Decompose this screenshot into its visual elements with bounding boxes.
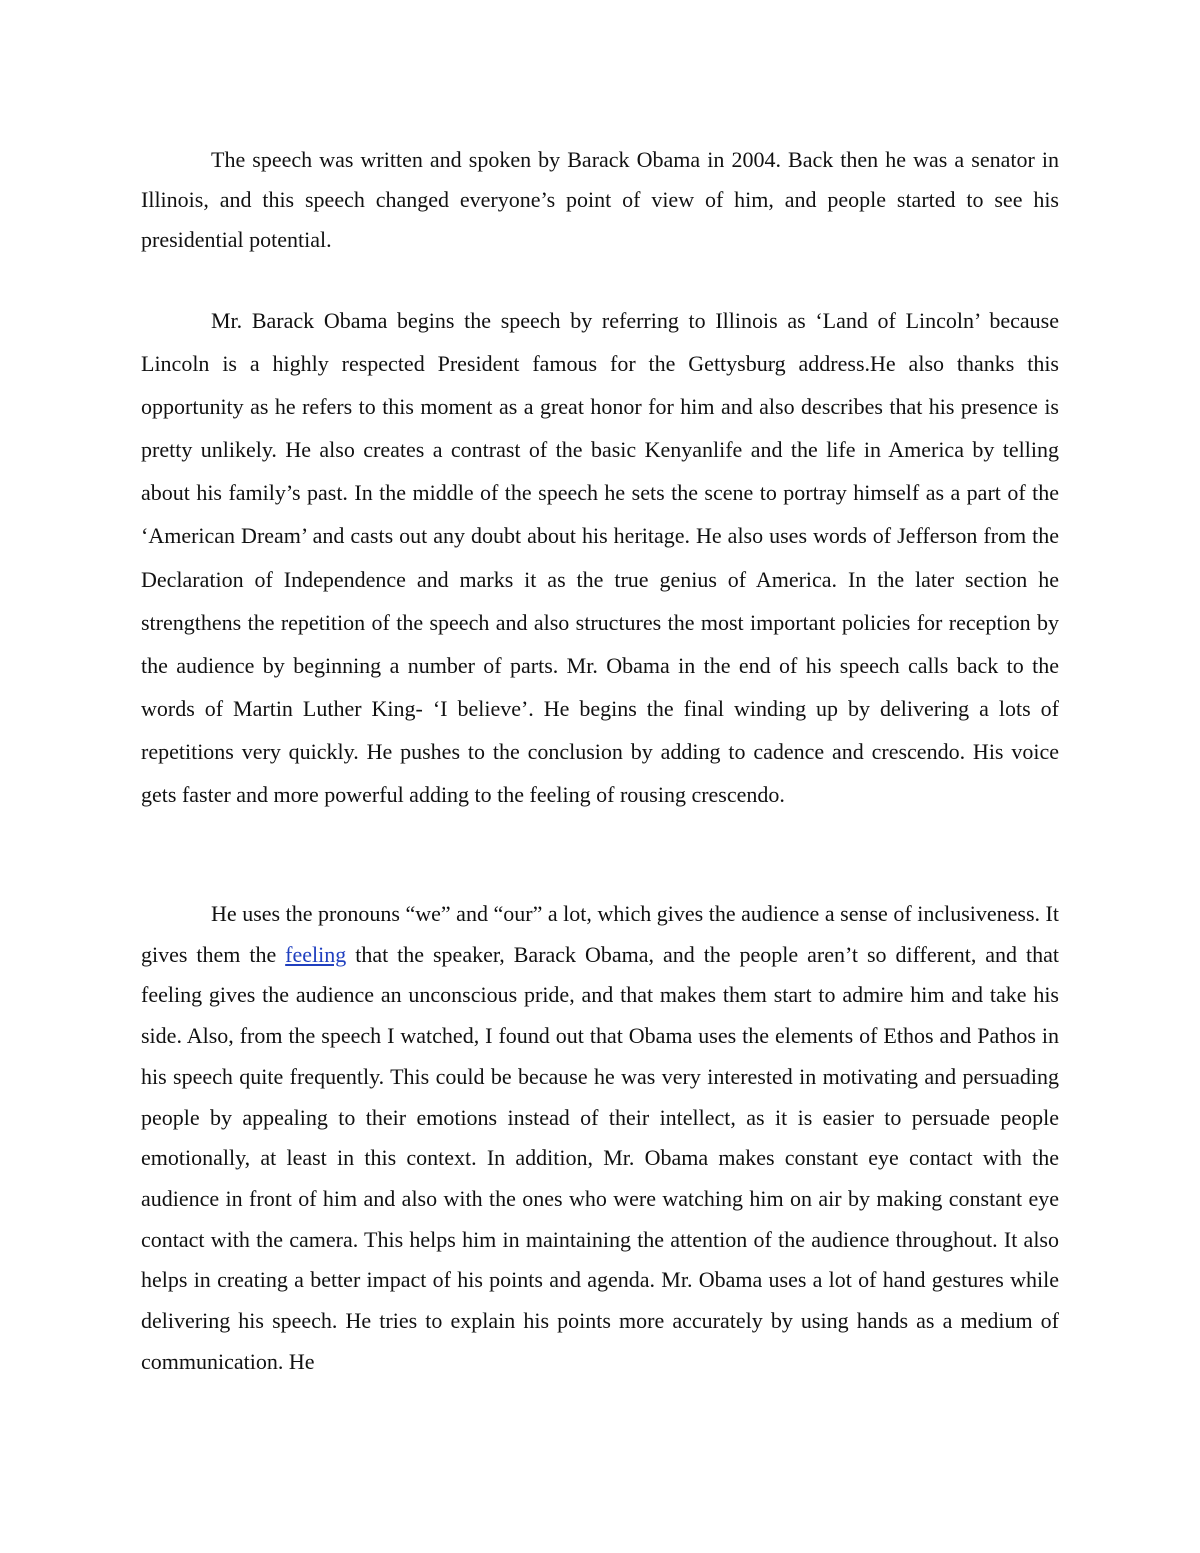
paragraph-text-before-link: He uses the pronouns “we” and “our” a lot, which gives the audience a sense of inclusiveness. It gives them the xyxy=(141,901,1059,967)
paragraph-text: The speech was written and spoken by Barack Obama in 2004. Back then he was a senator in Illinois, and this speech changed everyone’s point of view of him, and people started to see his presidential potential. xyxy=(141,147,1059,252)
feeling-link[interactable]: feeling xyxy=(285,941,347,967)
paragraph-speech-structure xyxy=(141,299,1059,816)
paragraph-text: Mr. Barack Obama begins the speech by referring to Illinois as ‘Land of Lincoln’ because Lincoln is a highly respected President famous for the Gettysburg address.He also thanks this opportunity as he refers to this moment as a great honor for him and also describes that his presence is pretty unlikely. He also creates a contrast of the basic Kenyanlife and the life in America by telling about his family’s past. In the middle of the speech he sets the scene to portray himself as a part of the ‘American Dream’ and casts out any doubt about his heritage. He also uses words of Jefferson from the Declaration of Independence and marks it as the true genius of America. In the later section he strengthens the repetition of the speech and also structures the most important policies for reception by the audience by beginning a number of parts. Mr. Obama in the end of his speech calls back to the words of Martin Luther King- ‘I believe’. He begins the final winding up by delivering a lots of repetitions very quickly. He pushes to the conclusion by adding to cadence and crescendo. His voice gets faster and more powerful adding to the feeling of rousing crescendo. xyxy=(141,308,1059,808)
paragraph-rhetoric xyxy=(141,894,1059,1382)
paragraph-intro xyxy=(141,140,1059,260)
paragraph-text-after-link: that the speaker, Barack Obama, and the people aren’t so different, and that feeling gives the audience an unconscious pride, and that makes them start to admire him and take his side. Also, from the speech I watched, I found out that Obama uses the elements of Ethos and Pathos in his speech quite frequently. This could be because he was very interested in motivating and persuading people by appealing to their emotions instead of their intellect, as it is easier to persuade people emotionally, at least in this context. In addition, Mr. Obama makes constant eye contact with the audience in front of him and also with the ones who were watching him on air by making constant eye contact with the camera. This helps him in maintaining the attention of the audience throughout. It also helps in creating a better impact of his points and agenda. Mr. Obama uses a lot of hand gestures while delivering his speech. He tries to explain his points more accurately by using hands as a medium of communication. He xyxy=(141,941,1059,1374)
